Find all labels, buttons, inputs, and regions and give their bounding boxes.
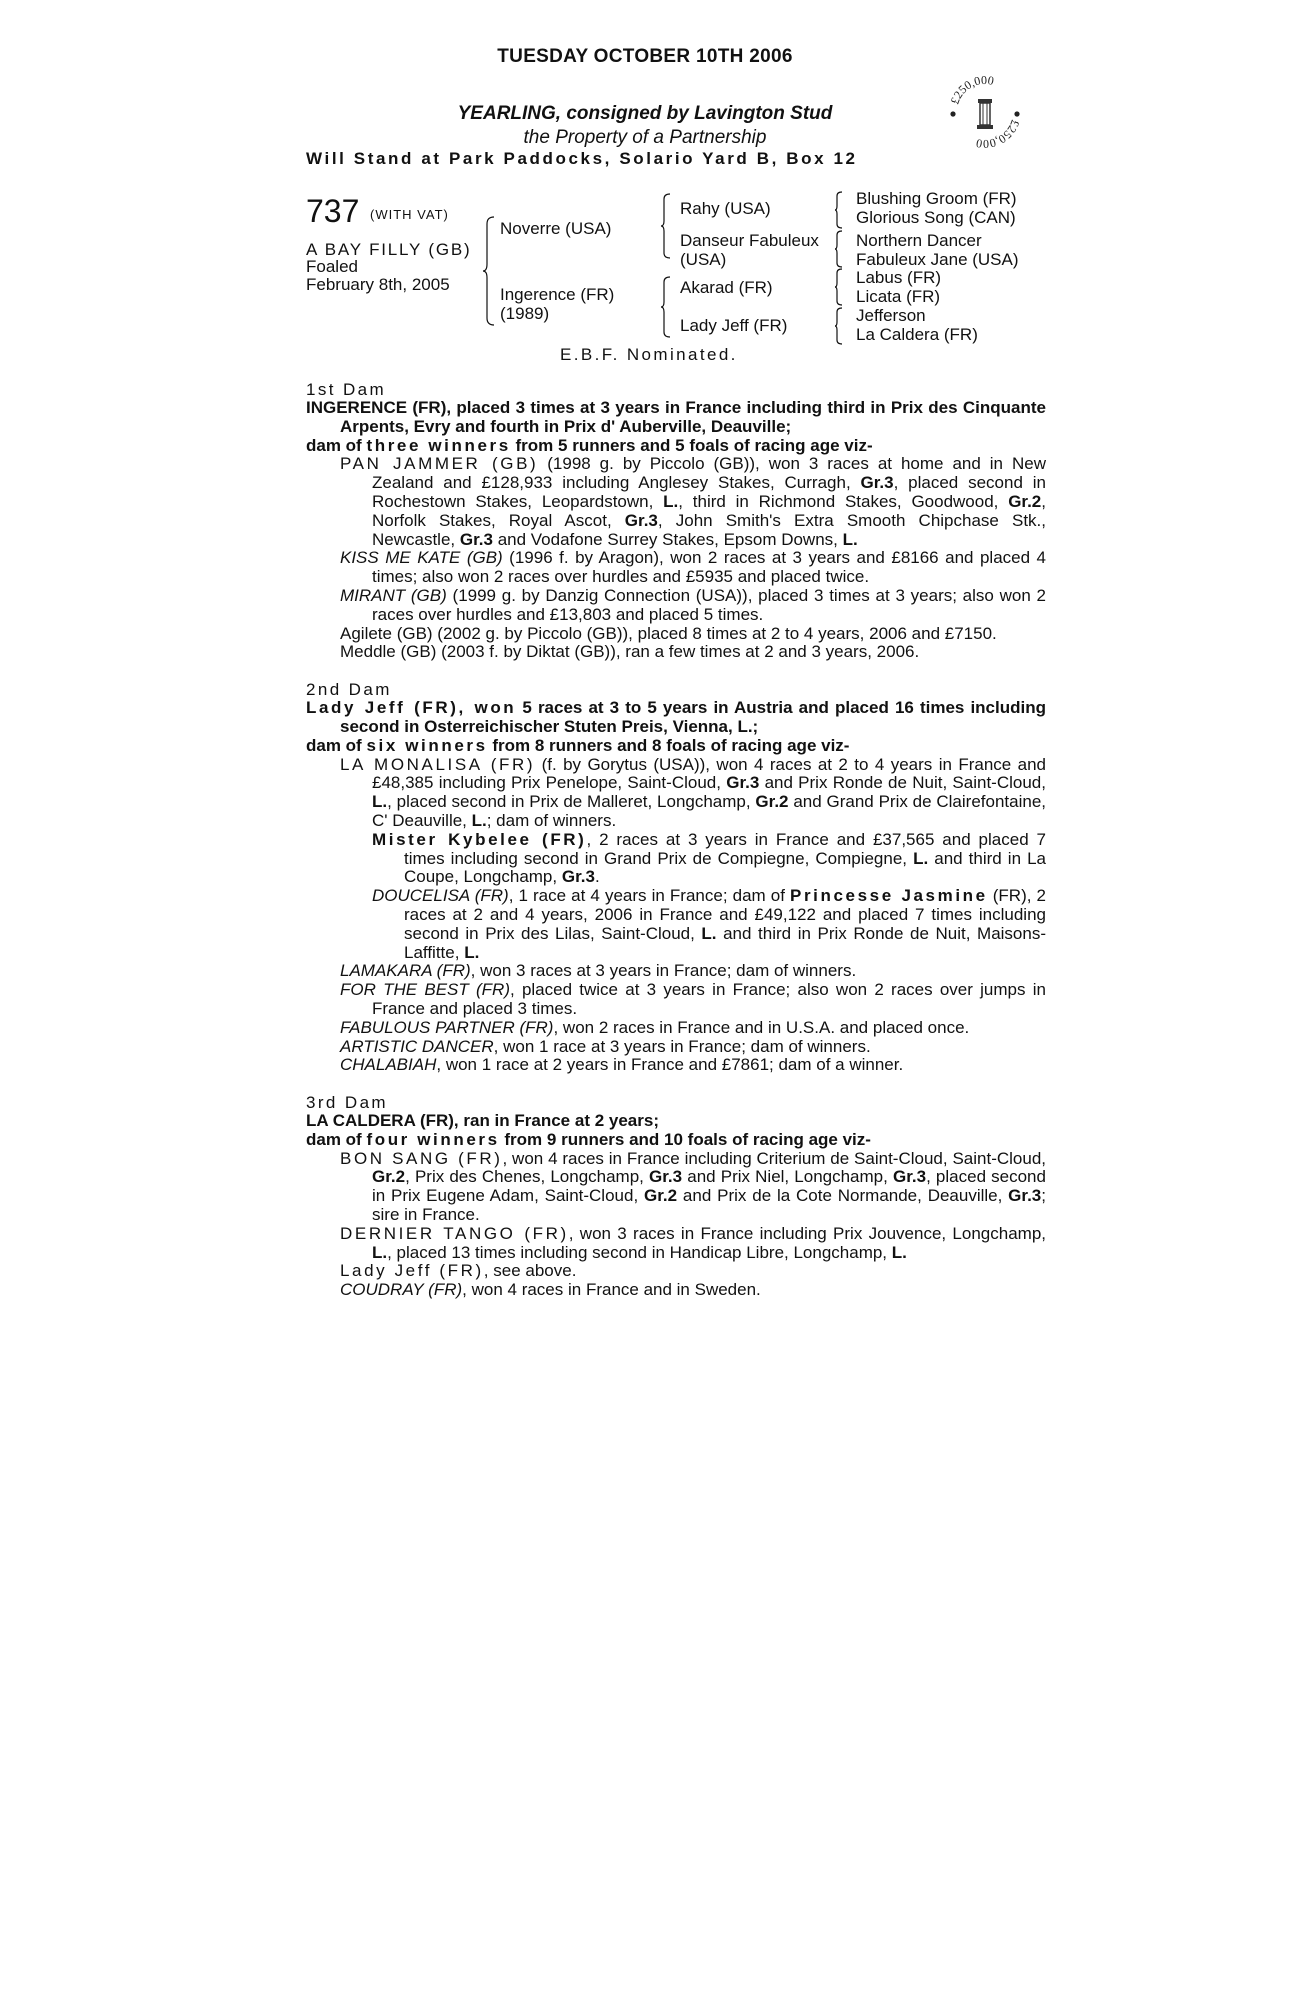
dam1-entry-meddle: Meddle (GB) (2003 f. by Diktat (GB)), ran a few times at 2 and 3 years, 2006.: [340, 642, 920, 662]
price-seal-icon: [945, 72, 1025, 152]
listed-label: L.: [471, 810, 487, 830]
entry-text: and Prix de la Cote Normande, Deauville,: [677, 1186, 1009, 1206]
entry-name: FABULOUS PARTNER (FR): [340, 1017, 554, 1037]
entry-text: , placed second in Rochestown Stakes, Leopardstown,: [372, 473, 1046, 511]
entry-text: and Grand Prix de Clairefontaine, C' Deauville,: [372, 792, 1046, 830]
entry-text: , won 1 race at 3 years in France; dam of winners.: [493, 1036, 871, 1056]
dam2-name: [306, 699, 1046, 737]
dam2-title: 2nd Dam: [306, 680, 392, 700]
entry-text: and third in La Coupe, Longchamp,: [404, 848, 1047, 887]
dam2-dam-of-suffix: from 8 runners and 8 foals of racing age viz-: [487, 735, 850, 755]
entry-name: ARTISTIC DANCER: [340, 1036, 494, 1056]
pedigree-brace-sire: [660, 193, 672, 259]
entry-text: (1998 g. by Piccolo (GB)), won 3 races at home and in New Zealand and £128,933 including Anglesey Stakes, Curragh,: [372, 454, 1046, 493]
dam2-name-rest: 5 races at 3 to 5 years in Austria and placed 16 times including second in Osterreichischer Stuten Preis, Vienna, L.;: [340, 698, 1046, 736]
pedigree-dam-name: Ingerence (FR): [500, 285, 615, 304]
entry-name: LA MONALISA (FR): [340, 754, 536, 774]
pedigree-sire-dam-line2: (USA): [680, 250, 727, 269]
entry-text: (f. by Gorytus (USA)), won 4 races at 2 to 4 years in France and £48,385 including Prix Penelope, Saint-Cloud,: [372, 754, 1046, 793]
consignor-line: YEARLING, consigned by Lavington Stud: [457, 103, 833, 124]
pedigree-sss: Blushing Groom (FR): [856, 189, 1017, 208]
dam2-sub-mister-kybelee: [306, 831, 1046, 887]
grade-label: Gr.3: [561, 867, 595, 887]
entry-text: , 2 races at 3 years in France and £37,565 and placed 7 times including second in Grand Prix de Compiegne, Compiegne,: [404, 829, 1046, 868]
horse-description: A BAY FILLY (GB): [306, 240, 472, 259]
seal-text-bottom: £250,000: [974, 117, 1023, 152]
svg-text:£250,000: [975, 118, 1023, 151]
entry-text: , placed second in Prix de Malleret, Longchamp,: [387, 792, 756, 812]
pedigree-brace-main: [482, 216, 496, 326]
dam3-winner-count: four winners: [366, 1129, 500, 1149]
entry-text: ; dam of winners.: [486, 810, 617, 830]
pedigree-dam-year: (1989): [500, 304, 550, 323]
entry-text: , placed second in Prix Eugene Adam, Saint-Cloud,: [372, 1167, 1046, 1206]
dam1-entry-agilete: Agilete (GB) (2002 g. by Piccolo (GB)), placed 8 times at 2 to 4 years, 2006 and £7150.: [340, 623, 997, 643]
dam2-entry-fabulous-partner: [306, 1019, 1046, 1038]
entry-text: , 1 race at 4 years in France; dam of: [508, 886, 791, 906]
listed-label: L.: [701, 923, 717, 943]
pedigree-brace-sd: [834, 230, 844, 268]
pedigree-sds: Northern Dancer: [856, 231, 982, 250]
entry-text: , won 1 race at 2 years in France and £7861; dam of a winner.: [436, 1055, 904, 1075]
pedigree-sdd: Fabuleux Jane (USA): [856, 250, 1019, 269]
grade-label: Gr.3: [624, 510, 658, 530]
pedigree-dam-dam: Lady Jeff (FR): [680, 316, 788, 335]
progeny-name: Princesse Jasmine: [790, 886, 988, 906]
pedigree-dam-sire: Akarad (FR): [680, 278, 773, 297]
entry-text: , third in Richmond Stakes, Goodwood,: [678, 491, 1009, 511]
entry-text: and Prix Ronde de Nuit, Saint-Cloud,: [759, 773, 1046, 793]
entry-text: .: [594, 867, 600, 887]
pedigree-sire-sire: Rahy (USA): [680, 199, 771, 218]
pedigree-dds: Jefferson: [856, 306, 926, 325]
dam2-entry-for-the-best: [306, 981, 1046, 1019]
entry-text: , won 3 races in France including Prix Jouvence, Longchamp,: [568, 1223, 1046, 1243]
entry-text: , Prix des Chenes, Longchamp,: [405, 1167, 650, 1187]
entry-text: , Norfolk Stakes, Royal Ascot,: [372, 491, 1047, 530]
seal-text-top: £250,000: [947, 72, 996, 107]
grade-label: Gr.3: [459, 529, 493, 549]
pedigree-dam: [500, 285, 614, 323]
foaled-info: [306, 258, 450, 294]
entry-text: and Prix Niel, Longchamp,: [682, 1167, 893, 1187]
grade-label: Gr.3: [726, 773, 760, 793]
dam2-winner-count: six winners: [366, 735, 488, 755]
entry-name: KISS ME KATE (GB): [340, 548, 503, 568]
listed-label: L.: [372, 792, 388, 812]
dam3-entry-lady-jeff: [306, 1262, 1046, 1281]
dam1-produce-summary: [306, 437, 1046, 456]
entry-name: BON SANG (FR): [340, 1148, 503, 1168]
entry-text: and Vodafone Surrey Stakes, Epsom Downs,: [492, 529, 843, 549]
dam3-produce-summary: [306, 1131, 1046, 1150]
listed-label: L.: [913, 848, 929, 868]
entry-name: COUDRAY (FR): [340, 1280, 463, 1300]
grade-label: Gr.3: [860, 473, 894, 493]
listed-label: L.: [464, 942, 480, 962]
grade-label: Gr.2: [755, 792, 789, 812]
grade-label: Gr.2: [1008, 491, 1042, 511]
listed-label: L.: [842, 529, 858, 549]
pedigree-brace-ds: [834, 268, 844, 306]
entry-text: , won 3 races at 3 years in France; dam of winners.: [470, 961, 857, 981]
foaled-label: Foaled: [306, 257, 358, 276]
pedigree-dss: Labus (FR): [856, 268, 942, 287]
entry-name: CHALABIAH: [340, 1055, 437, 1075]
dam2-entry-la-monalisa: [306, 756, 1046, 831]
entry-text: (FR), 2 races at 2 and 4 years, 2006 in France and £49,122 and placed 7 times including second in Prix des Lilas, Saint-Cloud,: [404, 886, 1047, 943]
dam2-entry-lamakara: [306, 962, 1046, 981]
entry-text: , won 4 races in France and in Sweden.: [462, 1280, 761, 1300]
dam2-entry-artistic-dancer: [306, 1038, 1046, 1057]
foaled-date: February 8th, 2005: [306, 275, 450, 294]
pedigree-sire-dam: [680, 231, 819, 269]
grade-label: Gr.3: [892, 1167, 927, 1187]
pedigree-ddd: La Caldera (FR): [856, 325, 978, 344]
entry-text: , John Smith's Extra Smooth Chipchase Stk., Newcastle,: [372, 510, 1046, 549]
listed-label: L.: [372, 1242, 388, 1262]
dam1-name: INGERENCE (FR), placed 3 times at 3 years in France including third in Prix des Cinquante Arpents, Evry and fourth in Prix d' Auberville, Deauville;: [306, 398, 1046, 436]
entry-name: MIRANT (GB): [340, 585, 447, 605]
dam2-sub-doucelisa: [306, 887, 1046, 962]
dam3-entry-coudray: [306, 1281, 1046, 1300]
ebf-nominated: E.B.F. Nominated.: [560, 345, 738, 364]
entry-text: , placed twice at 3 years in France; also won 2 races over jumps in France and placed 3 times.: [372, 980, 1046, 1018]
property-line: the Property of a Partnership: [523, 127, 767, 148]
entry-name: DERNIER TANGO (FR): [340, 1223, 569, 1243]
entry-name: Mister Kybelee (FR): [372, 829, 587, 849]
entry-name: LAMAKARA (FR): [340, 961, 471, 981]
dam1-entry-pan-jammer: [306, 455, 1046, 549]
entry-name: FOR THE BEST (FR): [340, 980, 510, 1000]
entry-text: , placed 13 times including second in Handicap Libre, Longchamp,: [387, 1242, 892, 1262]
pedigree-brace-dd: [834, 307, 844, 345]
entry-text: , won 4 races in France including Criterium de Saint-Cloud, Saint-Cloud,: [502, 1148, 1046, 1168]
dam1-entry-kiss-me-kate: [306, 549, 1046, 587]
dam2-produce-summary: [306, 737, 1046, 756]
stable-location: Will Stand at Park Paddocks, Solario Yard B, Box 12: [306, 149, 858, 168]
pedigree-dsd: Licata (FR): [856, 287, 941, 306]
entry-text: ; sire in France.: [372, 1186, 1046, 1225]
dam1-entry-mirant: [306, 587, 1046, 625]
dam1-winner-count: three winners: [366, 435, 511, 455]
grade-label: Gr.3: [1008, 1186, 1042, 1206]
grade-label: Gr.2: [644, 1186, 678, 1206]
pedigree-notes: [306, 380, 1046, 1300]
dam3-dam-of-prefix: dam of: [306, 1129, 367, 1149]
entry-name: PAN JAMMER (GB): [340, 454, 539, 474]
grade-label: Gr.3: [649, 1167, 683, 1187]
dam3-name: LA CALDERA (FR), ran in France at 2 years;: [306, 1111, 659, 1131]
dam3-entry-bon-sang: [306, 1150, 1046, 1225]
lot-vat: (WITH VAT): [370, 207, 449, 222]
pedigree-sire-dam-line1: Danseur Fabuleux: [680, 231, 819, 250]
pedigree-brace-dam: [660, 276, 672, 338]
entry-name: DOUCELISA (FR): [372, 886, 509, 906]
dam3-title: 3rd Dam: [306, 1093, 388, 1113]
listed-label: L.: [663, 491, 679, 511]
entry-text: , see above.: [483, 1261, 577, 1281]
sale-date: TUESDAY OCTOBER 10TH 2006: [497, 46, 793, 67]
dam1-title: 1st Dam: [306, 380, 387, 399]
dam2-name-lead: Lady Jeff (FR), won: [306, 698, 517, 718]
entry-text: and third in Prix Ronde de Nuit, Maisons-Laffitte,: [404, 923, 1046, 962]
listed-label: L.: [891, 1242, 907, 1262]
dam3-dam-of-suffix: from 9 runners and 10 foals of racing age viz-: [499, 1129, 871, 1149]
pedigree-brace-ss: [834, 191, 844, 229]
pedigree-sire: Noverre (USA): [500, 219, 612, 238]
dam2-dam-of-prefix: dam of: [306, 735, 367, 755]
dam1-dam-of-suffix: from 5 runners and 5 foals of racing age viz-: [510, 435, 873, 455]
entry-name: Lady Jeff (FR): [340, 1261, 484, 1281]
dam2-entry-chalabiah: [306, 1056, 1046, 1075]
dam1-dam-of-prefix: dam of: [306, 435, 367, 455]
dam3-entry-dernier-tango: [306, 1225, 1046, 1263]
entry-text: (1996 f. by Aragon), won 2 races at 3 years and £8166 and placed 4 times; also won 2 races over hurdles and £5935 and placed twice.: [372, 548, 1046, 587]
entry-text: , won 2 races in France and in U.S.A. and placed once.: [553, 1017, 970, 1037]
entry-text: (1999 g. by Danzig Connection (USA)), placed 3 times at 3 years; also won 2 races over hurdles and £13,803 and placed 5 times.: [372, 585, 1046, 624]
lot-number: 737: [306, 193, 360, 229]
pedigree-ssd: Glorious Song (CAN): [856, 208, 1016, 227]
grade-label: Gr.2: [372, 1167, 406, 1187]
